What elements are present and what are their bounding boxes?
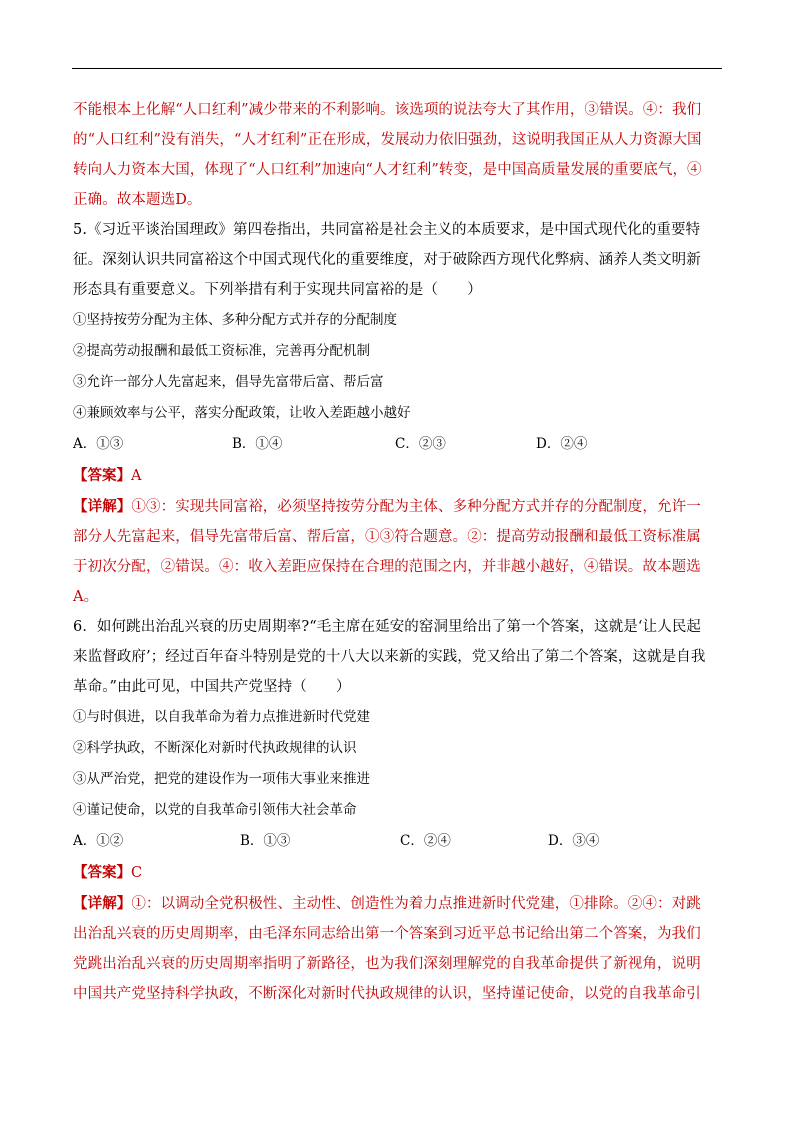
question-5: [73, 215, 725, 612]
question-stem-line: 革命。”由此可见，中国共产党坚持（ ）: [73, 679, 351, 695]
statement-item: ①与时俱进，以自我革命为着力点推进新时代党建: [73, 709, 370, 725]
option-d: D．③④: [548, 833, 600, 849]
answer-line: [73, 460, 725, 492]
explanation-text: ①：以调动全党积极性、主动性、创造性为着力点推进新时代党建，①排除。②④：对跳: [131, 896, 701, 912]
text-line: 转向人力资本大国，体现了“人口红利”加速向“人才红利”转变，是中国高质量发展的重要底气，④: [73, 162, 702, 178]
statement-item: ②提高劳动报酬和最低工资标准，完善再分配机制: [73, 343, 370, 359]
explanation: [73, 492, 725, 612]
question-stem-line: 6．如何跳出治乱兴衰的历史周期率?“毛主席在延安的窑洞里给出了第一个答案，这就是‘让人民起: [73, 619, 702, 635]
prev-explanation: [73, 95, 725, 215]
explanation-line: A。: [73, 589, 99, 605]
option-a: A．①②: [73, 833, 124, 849]
explanation-line: [73, 492, 725, 522]
explanation-line: 中国共产党坚持科学执政，不断深化对新时代执政规律的认识，坚持谨记使命，以党的自我革命引: [73, 986, 701, 1002]
explanation-line: [73, 889, 725, 919]
explanation-line: 党跳出治乱兴衰的历史周期率指明了新路径，也为我们深刻理解党的自我革命提供了新视角，说明: [73, 956, 701, 972]
answer-options: [73, 826, 725, 857]
question-stem-line: 来监督政府’；经过百年奋斗特别是党的十八大以来新的实践，党又给出了第二个答案，这就是自我: [73, 649, 706, 665]
statement-item: ②科学执政，不断深化对新时代执政规律的认识: [73, 740, 357, 756]
answer-options: [73, 429, 725, 460]
statement-item: ④兼顾效率与公平，落实分配政策，让收入差距越小越好: [73, 405, 411, 421]
explain-label: 【详解】: [73, 895, 132, 912]
statement-item: ④谨记使命，以党的自我革命引领伟大社会革命: [73, 802, 357, 818]
text-line: 不能根本上化解“人口红利”减少带来的不利影响。该选项的说法夸大了其作用，③错误。④：我们: [73, 102, 702, 118]
text-line: 的“人口红利”没有消失，“人才红利”正在形成，发展动力依旧强劲，这说明我国正从人力资源大国: [73, 132, 702, 148]
explanation-text: ①③：实现共同富裕，必须坚持按劳分配为主体、多种分配方式并存的分配制度，允许一: [131, 499, 701, 515]
option-b: B．①③: [240, 833, 291, 849]
question-stem-line: 5.《习近平谈治国理政》第四卷指出，共同富裕是社会主义的本质要求，是中国式现代化的重要特: [73, 222, 701, 238]
answer-label: 【答案】: [73, 864, 131, 881]
header-rule: [72, 68, 722, 69]
explanation: [73, 889, 725, 1009]
page-content: [73, 95, 725, 1009]
question-stem-line: 形态具有重要意义。下列举措有利于实现共同富裕的是（ ）: [73, 282, 482, 298]
explanation-line: 出治乱兴衰的历史周期率，由毛泽东同志给出第一个答案到习近平总书记给出第二个答案，为我们: [73, 926, 701, 942]
statement-item: ①坚持按劳分配为主体、多种分配方式并存的分配制度: [73, 312, 397, 328]
explanation-line: 于初次分配，②错误。④：收入差距应保持在合理的范围之内，并非越小越好，④错误。故本题选: [73, 559, 701, 575]
answer-label: 【答案】: [73, 467, 131, 484]
explain-label: 【详解】: [73, 498, 132, 515]
question-6: [73, 612, 725, 1009]
answer-line: [73, 857, 725, 889]
option-b: B．①④: [232, 436, 283, 452]
statement-item: ③从严治党，把党的建设作为一项伟大事业来推进: [73, 771, 370, 787]
option-c: C．②④: [400, 833, 451, 849]
answer-value: A: [131, 468, 142, 484]
statement-item: ③允许一部分人先富起来，倡导先富带后富、帮后富: [73, 374, 384, 390]
option-a: A．①③: [73, 436, 124, 452]
explanation-line: 部分人先富起来，倡导先富带后富、帮后富，①③符合题意。②：提高劳动报酬和最低工资标准属: [73, 529, 701, 545]
question-stem-line: 征。深刻认识共同富裕这个中国式现代化的重要维度，对于破除西方现代化弊病、涵养人类文明新: [73, 252, 701, 268]
text-line: 正确。故本题选D。: [73, 192, 202, 208]
answer-value: C: [131, 865, 143, 881]
option-c: C．②③: [395, 436, 446, 452]
option-d: D．②④: [536, 436, 588, 452]
